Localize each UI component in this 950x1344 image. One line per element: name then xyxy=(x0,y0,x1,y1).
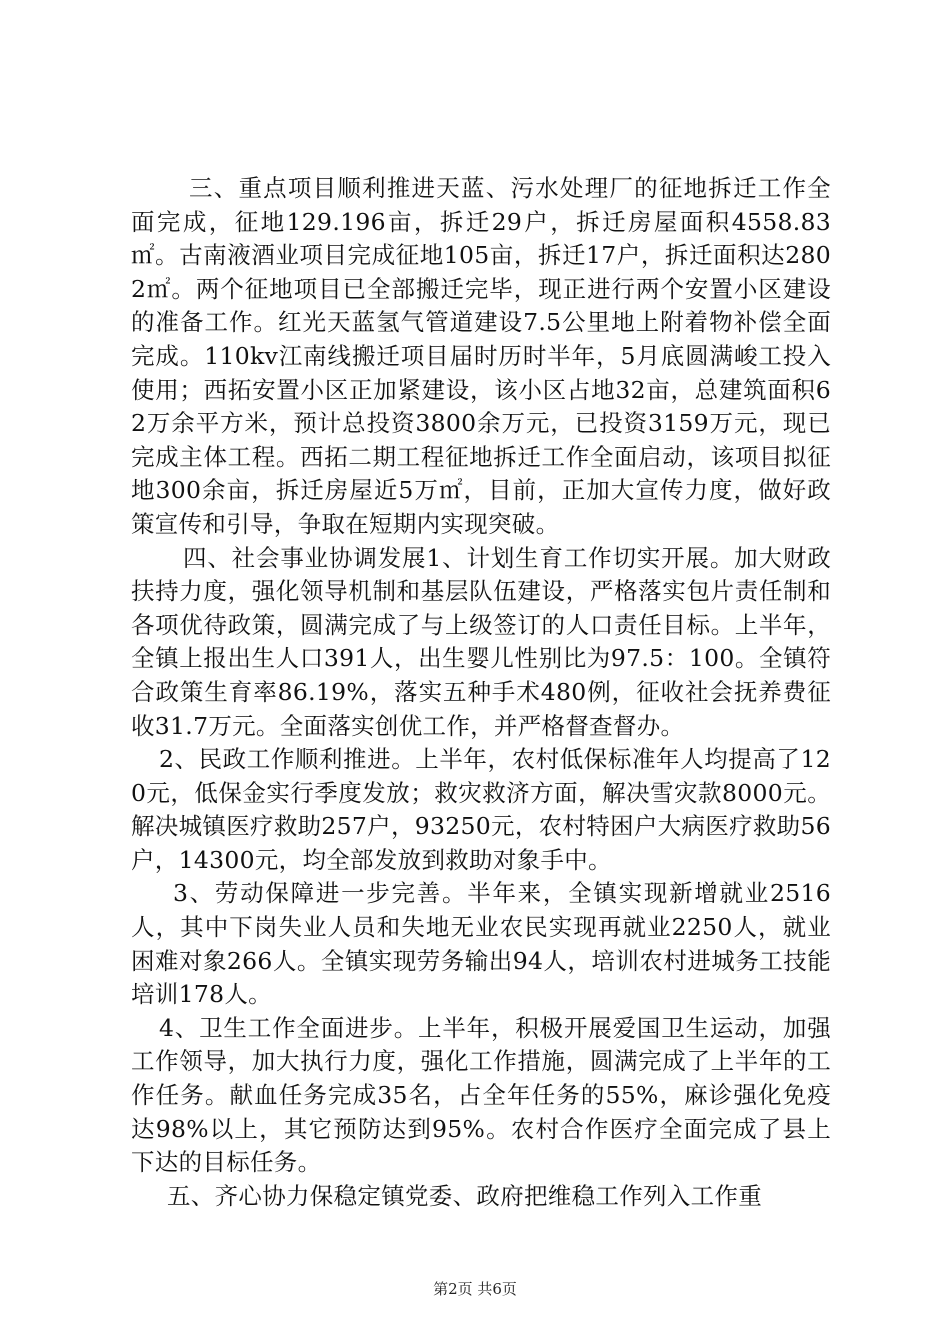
page-number-footer: 第2页 共6页 xyxy=(433,1280,517,1298)
document-body xyxy=(131,172,831,1213)
paragraph-civil-affairs: 2、民政工作顺利推进。上半年，农村低保标准年人均提高了120元，低保金实行季度发放；救灾救济方面，解决雪灾款8000元。解决城镇医疗救助257户，93250元，农村特困户大病医疗救助56户，14300元，均全部发放到救助对象手中。 xyxy=(131,745,831,874)
paragraph-health-work: 4、卫生工作全面进步。上半年，积极开展爱国卫生运动，加强工作领导，加大执行力度，强化工作措施，圆满完成了上半年的工作任务。献血任务完成35名，占全年任务的55%，麻诊强化免疫达98%以上，其它预防达到95%。农村合作医疗全面完成了县上下达的目标任务。 xyxy=(131,1013,831,1177)
paragraph-stability: 五、齐心协力保稳定镇党委、政府把维稳工作列入工作重 xyxy=(167,1181,762,1210)
paragraph-labor-security: 3、劳动保障进一步完善。半年来，全镇实现新增就业2516人，其中下岗失业人员和失地无业农民实现再就业2250人，就业困难对象266人。全镇实现劳务输出94人，培训农村进城务工技能培训178人。 xyxy=(131,879,831,1009)
paragraph-key-projects: 三、重点项目顺利推进天蓝、污水处理厂的征地拆迁工作全面完成，征地129.196亩，拆迁29户，拆迁房屋面积4558.83㎡。古南液酒业项目完成征地105亩，拆迁17户，拆迁面积达2802㎡。两个征地项目已全部搬迁完毕，现正进行两个安置小区建设的准备工作。红光天蓝氢气管道建设7.5公里地上附着物补偿全面完成。110kv江南线搬迁项目届时历时半年，5月底圆满峻工投入使用；西拓安置小区正加紧建设，该小区占地32亩，总建筑面积62万余平方米，预计总投资3800余万元，已投资3159万元，现已完成主体工程。西拓二期工程征地拆迁工作全面启动，该项目拟征地300余亩，拆迁房屋近5万㎡，目前，正加大宣传力度，做好政策宣传和引导，争取在短期内实现突破。 xyxy=(131,174,831,538)
paragraph-social-affairs: 四、社会事业协调发展1、计划生育工作切实开展。加大财政扶持力度，强化领导机制和基层队伍建设，严格落实包片责任制和各项优待政策，圆满完成了与上级签订的人口责任目标。上半年，全镇上报出生人口391人，出生婴儿性别比为97.5：100。全镇符合政策生育率86.19%，落实五种手术480例，征收社会抚养费征收31.7万元。全面落实创优工作，并严格督查督办。 xyxy=(131,543,831,740)
